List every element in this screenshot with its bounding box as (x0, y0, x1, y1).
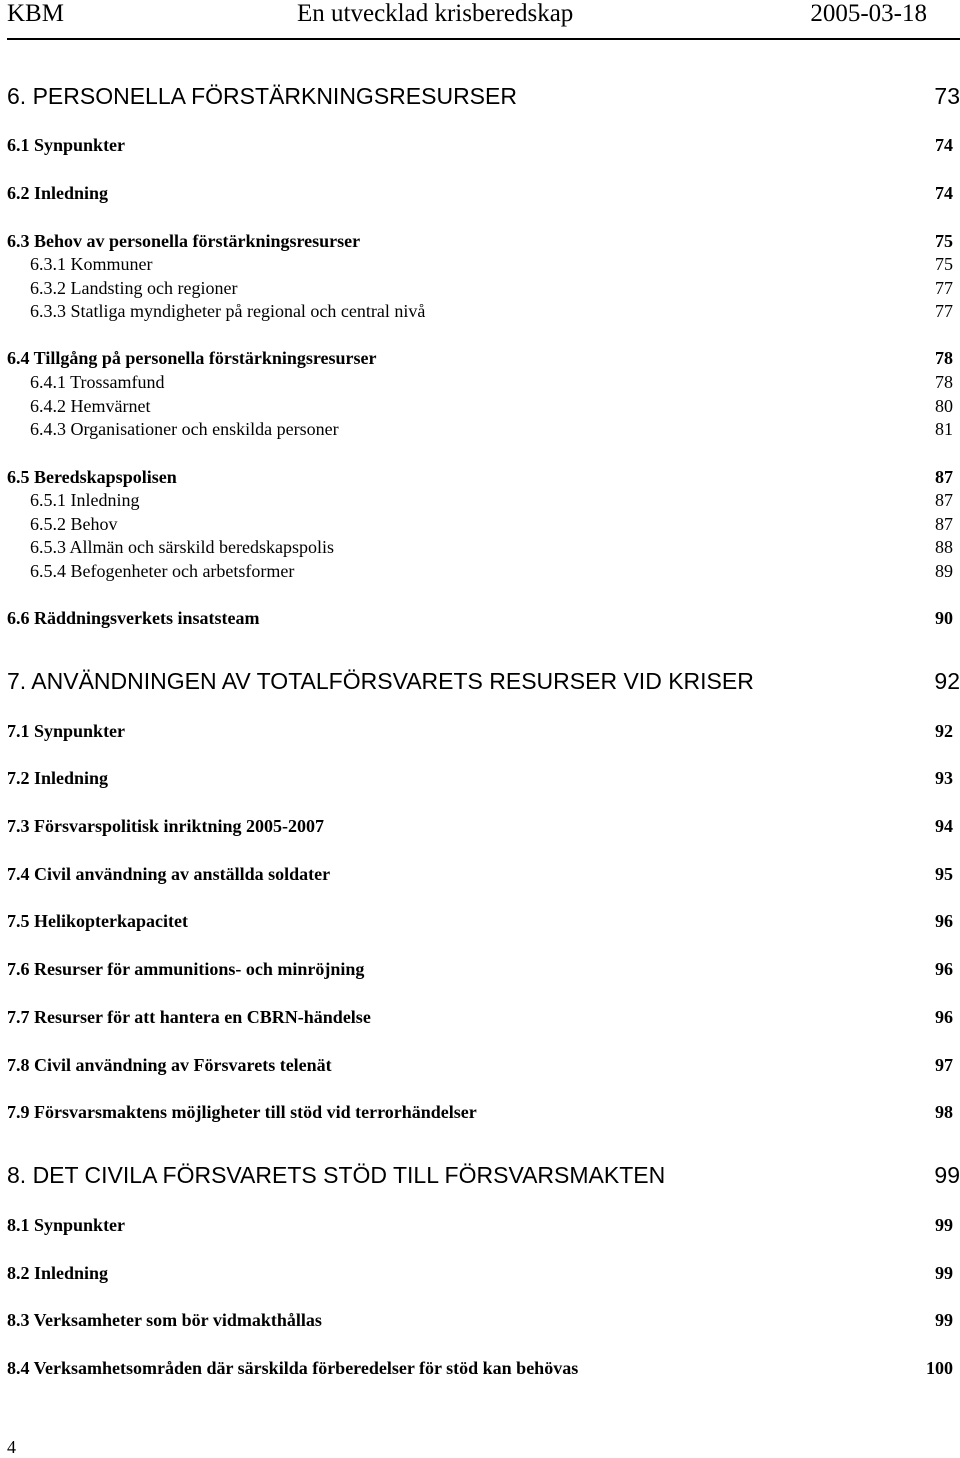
toc-entry-chapter[interactable] (7, 667, 960, 695)
toc-entry-section[interactable] (7, 1357, 960, 1379)
toc-entry-title: 6.5 Beredskapspolisen (7, 467, 177, 487)
toc-entry-title: 6.5.3 Allmän och särskild beredskapspolis (30, 537, 334, 557)
toc-entry-section[interactable] (7, 607, 960, 629)
header-document-title: En utvecklad krisberedskap (297, 0, 574, 27)
toc-entry-title: 7.5 Helikopterkapacitet (7, 911, 188, 931)
toc-entry-page: 78 (935, 372, 953, 392)
toc-entry-page: 99 (935, 1310, 953, 1330)
toc-entry-page: 75 (935, 231, 953, 251)
toc-entry-section[interactable] (7, 466, 960, 488)
toc-entry-page: 87 (935, 490, 953, 510)
toc-entry-page: 94 (935, 816, 953, 836)
toc-entry-title: 7.4 Civil användning av anställda soldater (7, 864, 331, 884)
toc-entry-title: 6.4 Tillgång på personella förstärkningsresurser (7, 348, 377, 368)
header-organization: KBM (7, 0, 64, 27)
toc-entry-subsection[interactable] (7, 371, 960, 393)
toc-entry-section[interactable] (7, 1214, 960, 1236)
toc-entry-title: 7.6 Resurser för ammunitions- och minröjning (7, 959, 365, 979)
toc-entry-title: 8.4 Verksamhetsområden där särskilda förberedelser för stöd kan behövas (7, 1358, 579, 1378)
toc-entry-title: 6. PERSONELLA FÖRSTÄRKNINGSRESURSER (7, 83, 517, 109)
toc-entry-title: 8.2 Inledning (7, 1263, 109, 1283)
toc-entry-page: 96 (935, 911, 953, 931)
toc-entry-page: 77 (935, 301, 953, 321)
toc-entry-page: 99 (935, 1263, 953, 1283)
toc-entry-title: 7.9 Försvarsmaktens möjligheter till stöd vid terrorhändelser (7, 1102, 477, 1122)
toc-entry-section[interactable] (7, 767, 960, 789)
toc-entry-page: 96 (935, 1007, 953, 1027)
toc-entry-title: 6.3.1 Kommuner (30, 254, 153, 274)
toc-entry-page: 80 (935, 396, 953, 416)
toc-entry-page: 99 (935, 1215, 953, 1235)
toc-entry-title: 7.7 Resurser för att hantera en CBRN-händelse (7, 1007, 371, 1027)
toc-entry-chapter[interactable] (7, 82, 960, 110)
toc-entry-section[interactable] (7, 230, 960, 252)
toc-entry-title: 7.3 Försvarspolitisk inriktning 2005-2007 (7, 816, 325, 836)
toc-entry-page: 74 (935, 135, 953, 155)
toc-entry-page: 77 (935, 278, 953, 298)
toc-entry-title: 6.5.2 Behov (30, 514, 118, 534)
toc-entry-section[interactable] (7, 134, 960, 156)
toc-entry-page: 87 (935, 467, 953, 487)
toc-entry-page: 98 (935, 1102, 953, 1122)
toc-entry-page: 99 (934, 1162, 960, 1188)
toc-entry-title: 8. DET CIVILA FÖRSVARETS STÖD TILL FÖRSVARSMAKTEN (7, 1162, 666, 1188)
toc-entry-subsection[interactable] (7, 253, 960, 275)
toc-entry-page: 74 (935, 183, 953, 203)
toc-entry-subsection[interactable] (7, 277, 960, 299)
toc-entry-section[interactable] (7, 720, 960, 742)
toc-entry-chapter[interactable] (7, 1161, 960, 1189)
toc-entry-section[interactable] (7, 910, 960, 932)
toc-entry-title: 7.8 Civil användning av Försvarets telenät (7, 1055, 332, 1075)
toc-entry-page: 88 (935, 537, 953, 557)
toc-entry-page: 89 (935, 561, 953, 581)
toc-entry-title: 6.4.2 Hemvärnet (30, 396, 151, 416)
toc-entry-title: 6.4.3 Organisationer och enskilda personer (30, 419, 339, 439)
toc-entry-title: 6.5.4 Befogenheter och arbetsformer (30, 561, 295, 581)
toc-entry-page: 93 (935, 768, 953, 788)
toc-entry-subsection[interactable] (7, 300, 960, 322)
toc-entry-page: 87 (935, 514, 953, 534)
toc-entry-title: 6.6 Räddningsverkets insatsteam (7, 608, 260, 628)
page-header (0, 0, 960, 36)
toc-entry-title: 6.3.3 Statliga myndigheter på regional och central nivå (30, 301, 426, 321)
toc-entry-page: 73 (934, 83, 960, 109)
toc-entry-subsection[interactable] (7, 489, 960, 511)
toc-entry-subsection[interactable] (7, 418, 960, 440)
toc-entry-section[interactable] (7, 1101, 960, 1123)
toc-entry-section[interactable] (7, 1309, 960, 1331)
header-date: 2005-03-18 (810, 0, 927, 27)
toc-entry-section[interactable] (7, 815, 960, 837)
toc-entry-page: 75 (935, 254, 953, 274)
toc-entry-section[interactable] (7, 863, 960, 885)
toc-entry-title: 6.1 Synpunkter (7, 135, 126, 155)
toc-entry-section[interactable] (7, 1054, 960, 1076)
toc-entry-page: 97 (935, 1055, 953, 1075)
toc-entry-title: 6.3 Behov av personella förstärkningsresurser (7, 231, 361, 251)
toc-entry-title: 6.5.1 Inledning (30, 490, 140, 510)
header-divider (7, 38, 960, 40)
toc-entry-page: 81 (935, 419, 953, 439)
page-number: 4 (7, 1437, 16, 1457)
toc-entry-page: 96 (935, 959, 953, 979)
toc-entry-title: 6.2 Inledning (7, 183, 109, 203)
toc-entry-page: 90 (935, 608, 953, 628)
toc-entry-section[interactable] (7, 182, 960, 204)
toc-entry-page: 100 (926, 1358, 953, 1378)
toc-entry-subsection[interactable] (7, 536, 960, 558)
toc-entry-subsection[interactable] (7, 560, 960, 582)
toc-entry-title: 7.2 Inledning (7, 768, 109, 788)
toc-entry-subsection[interactable] (7, 395, 960, 417)
toc-entry-page: 92 (935, 721, 953, 741)
toc-entry-page: 95 (935, 864, 953, 884)
toc-entry-title: 6.4.1 Trossamfund (30, 372, 165, 392)
toc-entry-section[interactable] (7, 958, 960, 980)
toc-entry-section[interactable] (7, 1262, 960, 1284)
toc-entry-title: 7. ANVÄNDNINGEN AV TOTALFÖRSVARETS RESURSER VID KRISER (7, 668, 754, 694)
toc-entry-subsection[interactable] (7, 513, 960, 535)
toc-entry-section[interactable] (7, 347, 960, 369)
toc-entry-title: 6.3.2 Landsting och regioner (30, 278, 238, 298)
toc-entry-title: 8.1 Synpunkter (7, 1215, 126, 1235)
toc-entry-page: 92 (934, 668, 960, 694)
toc-entry-title: 8.3 Verksamheter som bör vidmakthållas (7, 1310, 322, 1330)
toc-entry-section[interactable] (7, 1006, 960, 1028)
toc-entry-title: 7.1 Synpunkter (7, 721, 126, 741)
toc-entry-page: 78 (935, 348, 953, 368)
